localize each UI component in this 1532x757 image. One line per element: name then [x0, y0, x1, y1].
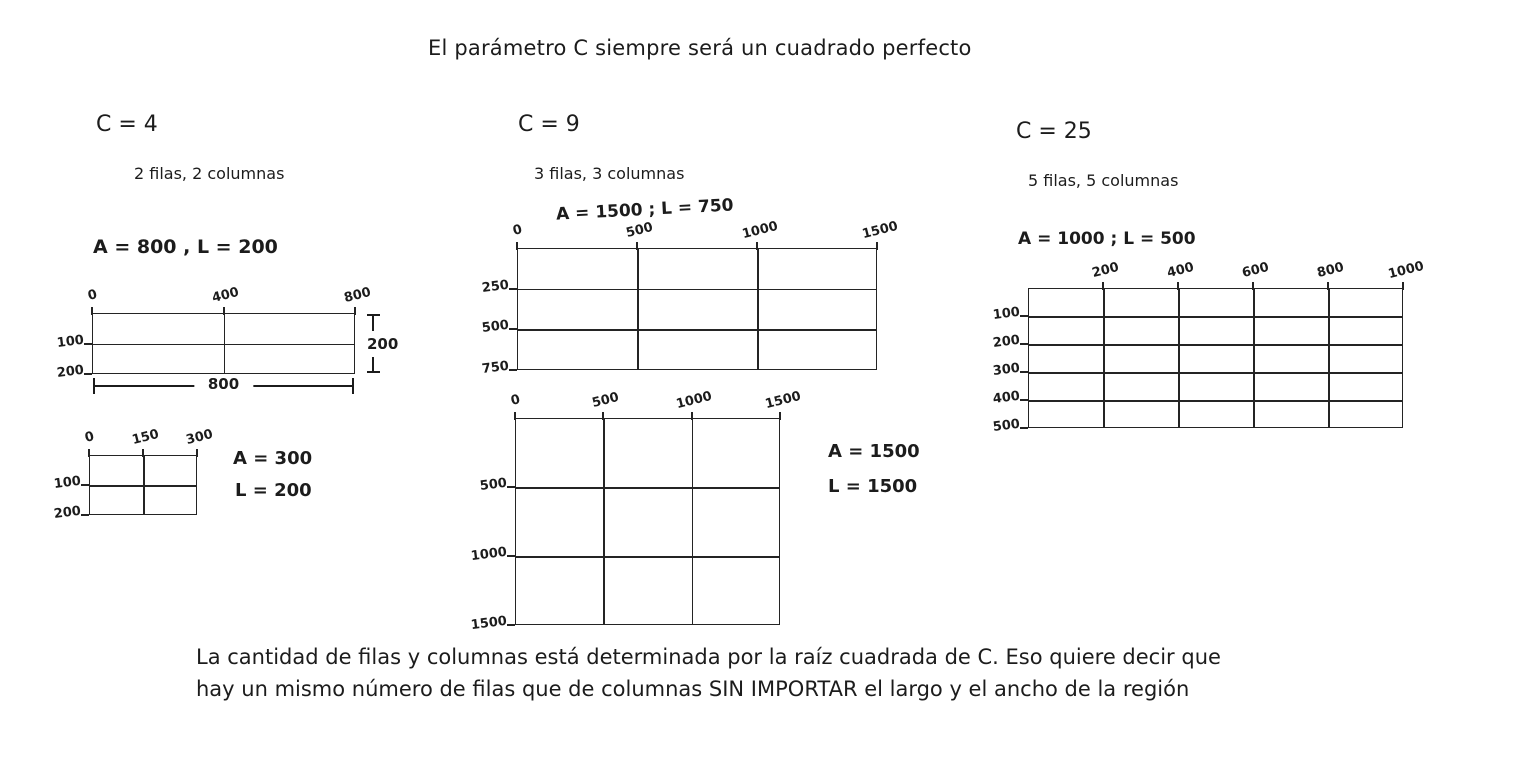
footer-explanation-line1: La cantidad de filas y columnas está determinada por la raíz cuadrada de C. Eso quiere decir que	[196, 645, 1221, 669]
x-tick-label: 0	[86, 287, 99, 304]
x-tick-mark	[876, 242, 878, 250]
c4-grid-800x200	[56, 284, 399, 393]
x-tick-label: 1500	[763, 388, 803, 413]
y-tick-mark	[1020, 399, 1028, 401]
c4-small-grid-length-label: L = 200	[235, 480, 312, 501]
dimension-end-cap-left	[93, 378, 95, 394]
grid-line-horizontal	[515, 487, 780, 489]
grid-line-horizontal	[1028, 344, 1403, 346]
y-tick-mark	[1020, 343, 1028, 345]
y-tick-label: 250	[481, 277, 510, 296]
x-tick-mark	[691, 412, 693, 420]
y-tick-mark	[507, 486, 515, 488]
y-tick-label: 1500	[470, 613, 508, 634]
c25-rows-cols-note: 5 filas, 5 columnas	[1028, 171, 1179, 190]
grid-line-horizontal	[517, 289, 877, 291]
x-tick-label: 0	[509, 392, 522, 409]
x-tick-label: 800	[342, 284, 373, 307]
grid-line-vertical	[1253, 288, 1255, 428]
x-tick-mark	[602, 412, 604, 420]
x-tick-label: 1000	[740, 218, 780, 243]
c4-dims-label: A = 800 , L = 200	[93, 236, 278, 258]
height-dimension-line	[367, 315, 399, 372]
x-tick-mark	[88, 449, 90, 457]
dimension-end-cap-top	[367, 314, 380, 316]
grid-outline	[515, 418, 780, 625]
y-tick-mark	[1020, 427, 1028, 429]
grid-line-horizontal	[1028, 316, 1403, 318]
y-tick-label: 100	[56, 332, 85, 351]
grid-outline	[517, 248, 877, 370]
x-tick-label: 500	[624, 219, 655, 242]
c25-grid-1000x500	[992, 258, 1426, 435]
height-dimension-label: 200	[365, 331, 400, 357]
c4-small-grid-area-label: A = 300	[233, 448, 313, 469]
y-tick-label: 1000	[470, 544, 508, 565]
y-tick-label: 200	[992, 332, 1021, 351]
x-tick-label: 0	[511, 222, 524, 239]
y-tick-label: 200	[56, 362, 85, 381]
grid-line-vertical	[1328, 288, 1330, 428]
x-tick-label: 150	[130, 426, 161, 449]
y-tick-mark	[509, 288, 517, 290]
y-tick-mark	[1020, 371, 1028, 373]
c9-square-grid-length-label: L = 1500	[828, 476, 918, 497]
x-tick-mark	[142, 449, 144, 457]
grid-line-vertical	[637, 248, 639, 370]
x-tick-label: 400	[1165, 259, 1196, 282]
x-tick-label: 800	[1315, 259, 1346, 282]
y-tick-mark	[507, 624, 515, 626]
grid-line-vertical	[603, 418, 605, 625]
y-tick-label: 500	[479, 475, 508, 494]
grid-line-horizontal	[517, 329, 877, 331]
x-tick-label: 400	[210, 284, 241, 307]
grid-line-vertical	[692, 418, 694, 625]
grid-line-vertical	[1103, 288, 1105, 428]
x-tick-label: 600	[1240, 259, 1271, 282]
x-tick-label: 1500	[860, 218, 900, 243]
dimension-end-cap-right	[352, 378, 354, 394]
y-tick-mark	[84, 373, 92, 375]
x-tick-label: 1000	[1386, 258, 1426, 283]
grid-line-horizontal	[89, 485, 197, 487]
x-tick-label: 500	[590, 389, 621, 412]
c9-square-grid-area-label: A = 1500	[828, 441, 920, 462]
y-tick-label: 100	[992, 304, 1021, 323]
x-tick-mark	[354, 307, 356, 315]
x-tick-mark	[1102, 282, 1104, 290]
c4-grid-300x200	[53, 426, 215, 522]
c9-dims-label: A = 1500 ; L = 750	[555, 195, 734, 225]
x-tick-mark	[196, 449, 198, 457]
x-tick-mark	[1252, 282, 1254, 290]
c25-heading: C = 25	[1016, 119, 1092, 144]
y-tick-mark	[84, 343, 92, 345]
y-tick-mark	[509, 369, 517, 371]
x-tick-mark	[516, 242, 518, 250]
c9-heading: C = 9	[518, 112, 580, 137]
c4-heading: C = 4	[96, 112, 158, 137]
y-tick-mark	[1020, 315, 1028, 317]
y-tick-label: 200	[53, 503, 82, 522]
x-tick-mark	[223, 307, 225, 315]
x-tick-mark	[779, 412, 781, 420]
c9-grid-1500x750	[481, 218, 900, 377]
width-dimension-label: 800	[194, 375, 253, 393]
grid-line-horizontal	[1028, 400, 1403, 402]
y-tick-label: 100	[53, 473, 82, 492]
x-tick-mark	[636, 242, 638, 250]
y-tick-label: 300	[992, 360, 1021, 379]
grid-outline	[1028, 288, 1403, 428]
c9-grid-1500x1500	[470, 388, 803, 634]
x-tick-mark	[1327, 282, 1329, 290]
x-tick-mark	[514, 412, 516, 420]
y-tick-label: 500	[481, 318, 510, 337]
x-tick-mark	[1402, 282, 1404, 290]
grid-line-horizontal	[92, 344, 355, 346]
page-title: El parámetro C siempre será un cuadrado perfecto	[428, 36, 972, 60]
y-tick-mark	[81, 514, 89, 516]
grid-line-vertical	[1178, 288, 1180, 428]
grid-line-horizontal	[515, 556, 780, 558]
grid-line-horizontal	[1028, 372, 1403, 374]
x-tick-label: 200	[1090, 259, 1121, 282]
y-tick-label: 750	[481, 358, 510, 377]
x-tick-mark	[756, 242, 758, 250]
y-tick-mark	[507, 555, 515, 557]
y-tick-mark	[81, 484, 89, 486]
x-tick-mark	[1177, 282, 1179, 290]
x-tick-label: 1000	[675, 388, 714, 413]
c25-dims-label: A = 1000 ; L = 500	[1018, 229, 1196, 249]
c9-rows-cols-note: 3 filas, 3 columnas	[534, 164, 685, 183]
width-dimension-line	[94, 375, 353, 393]
footer-explanation-line2: hay un mismo número de filas que de columnas SIN IMPORTAR el largo y el ancho de la región	[196, 677, 1190, 701]
x-tick-label: 300	[184, 426, 215, 449]
y-tick-label: 500	[992, 416, 1021, 435]
x-tick-mark	[91, 307, 93, 315]
c4-rows-cols-note: 2 filas, 2 columnas	[134, 164, 285, 183]
y-tick-label: 400	[992, 388, 1021, 407]
dimension-end-cap-bottom	[367, 371, 380, 373]
x-tick-label: 0	[83, 429, 96, 446]
y-tick-mark	[509, 328, 517, 330]
grid-line-vertical	[757, 248, 759, 370]
